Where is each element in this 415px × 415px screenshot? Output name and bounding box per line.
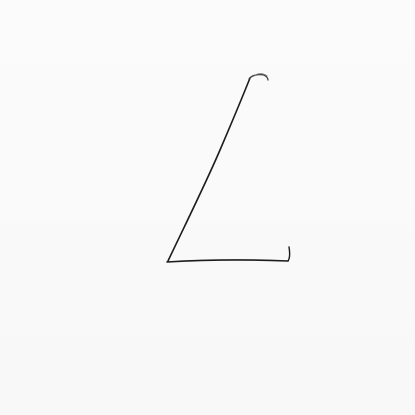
diagonal-stroke [168,78,250,261]
top-hook-stroke [249,75,268,80]
base-stroke [167,260,288,262]
right-tick-stroke [288,247,290,261]
